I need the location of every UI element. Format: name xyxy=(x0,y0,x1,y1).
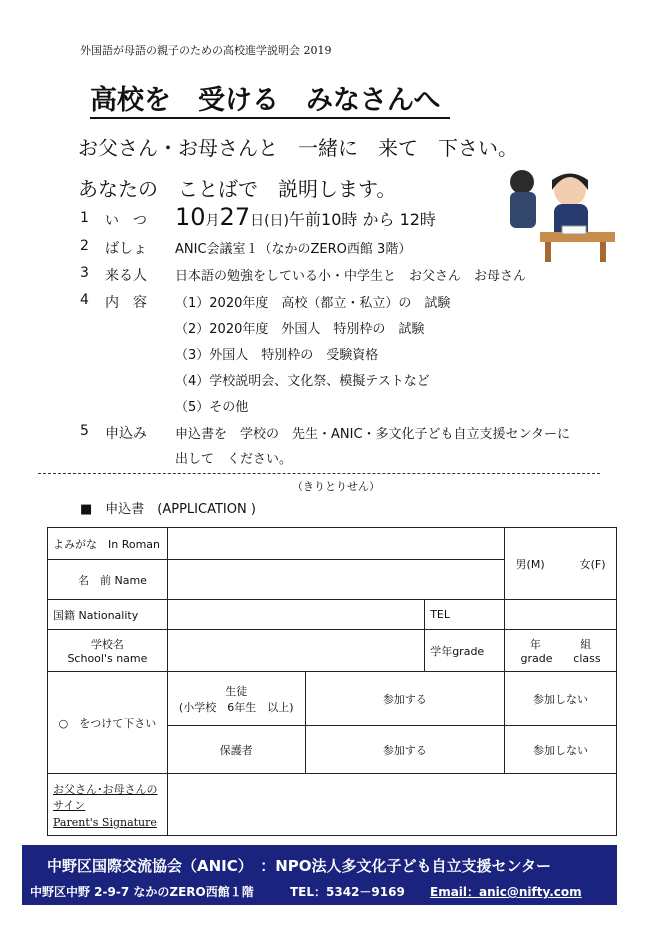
signature-field[interactable] xyxy=(167,774,616,836)
item-number: 4 xyxy=(80,292,89,308)
application-header: ■ 申込書 (APPLICATION ) xyxy=(80,502,256,517)
item-number: 2 xyxy=(80,238,89,254)
attendees-label: 来る人 xyxy=(105,268,147,284)
school-name-field[interactable] xyxy=(167,630,424,672)
tel-field[interactable] xyxy=(505,600,617,630)
apply-instructions-2: 出して ください。 xyxy=(175,452,293,467)
invitation-line: お父さん・お母さんと 一緒に 来て 下さい。 xyxy=(78,136,518,160)
school-name-label: 学校名 School's name xyxy=(48,630,168,672)
event-date: 10月27日(日)午前10時 から 12時 xyxy=(175,203,436,231)
male-option[interactable]: 男(M) xyxy=(515,557,545,571)
page-title: 高校を 受ける みなさんへ xyxy=(90,78,450,119)
item-number: 1 xyxy=(80,210,89,226)
tel-label: TEL xyxy=(425,600,505,630)
name-field[interactable] xyxy=(167,560,504,600)
yomigana-field[interactable] xyxy=(167,528,504,560)
students-studying-illustration xyxy=(500,162,615,262)
item-number: 3 xyxy=(80,265,89,281)
organization-name: 中野区国際交流協会（ANIC） ：NPO法人多文化子ども自立支援センター xyxy=(47,857,551,875)
date-label: い つ xyxy=(105,213,147,229)
cut-line-label: （きりとりせん） xyxy=(292,480,380,493)
language-line: あなたの ことばで 説明します。 xyxy=(78,177,397,201)
apply-label: 申込み xyxy=(105,426,147,442)
nationality-label: 国籍 Nationality xyxy=(48,600,168,630)
gender-field[interactable] xyxy=(505,528,617,600)
event-subtitle: 外国語が母語の親子のための高校進学説明会 2019 xyxy=(80,44,332,57)
content-item: （5）その他 xyxy=(175,400,249,415)
place-label: ばしょ xyxy=(105,241,147,257)
place-value: ANIC会議室１（なかのZERO西館 3階） xyxy=(175,242,412,257)
footer-banner xyxy=(22,845,617,905)
application-form xyxy=(47,527,617,836)
email-link[interactable]: Email：anic@nifty.com xyxy=(430,885,582,899)
guardian-not-attend-option[interactable]: 参加しない xyxy=(505,726,617,774)
content-item: （3）外国人 特別枠の 受験資格 xyxy=(175,348,379,363)
student-attend-option[interactable]: 参加する xyxy=(305,672,505,726)
grade-class-field[interactable]: 年 組 grade class xyxy=(505,630,617,672)
cut-line xyxy=(38,473,600,474)
address: 中野区中野 2-9-7 なかのZERO西館１階 xyxy=(30,885,254,899)
guardian-label: 保護者 xyxy=(167,726,305,774)
attendees-value: 日本語の勉強をしている小・中学生と お父さん お母さん xyxy=(175,269,527,284)
item-number: 5 xyxy=(80,423,89,439)
yomigana-label: よみがな In Roman xyxy=(48,528,168,560)
student-label: 生徒 (小学校 6年生 以上) xyxy=(167,672,305,726)
phone: TEL：5342－9169 xyxy=(290,885,405,899)
content-item: （1）2020年度 高校（都立・私立）の 試験 xyxy=(175,296,451,311)
female-option[interactable]: 女(F) xyxy=(579,557,606,571)
name-label: 名 前 Name xyxy=(48,560,168,600)
circle-prompt: ○ をつけて下さい xyxy=(48,672,168,774)
signature-label: お父さん･お母さんの サイン Parent's Signature xyxy=(48,774,168,836)
content-item: （2）2020年度 外国人 特別枠の 試験 xyxy=(175,322,425,337)
student-not-attend-option[interactable]: 参加しない xyxy=(505,672,617,726)
grade-label: 学年grade xyxy=(425,630,505,672)
apply-instructions: 申込書を 学校の 先生・ANIC・多文化子ども自立支援センターに xyxy=(175,427,571,442)
nationality-field[interactable] xyxy=(167,600,424,630)
content-label: 内 容 xyxy=(105,295,147,311)
guardian-attend-option[interactable]: 参加する xyxy=(305,726,505,774)
content-item: （4）学校説明会、文化祭、模擬テストなど xyxy=(175,374,430,389)
